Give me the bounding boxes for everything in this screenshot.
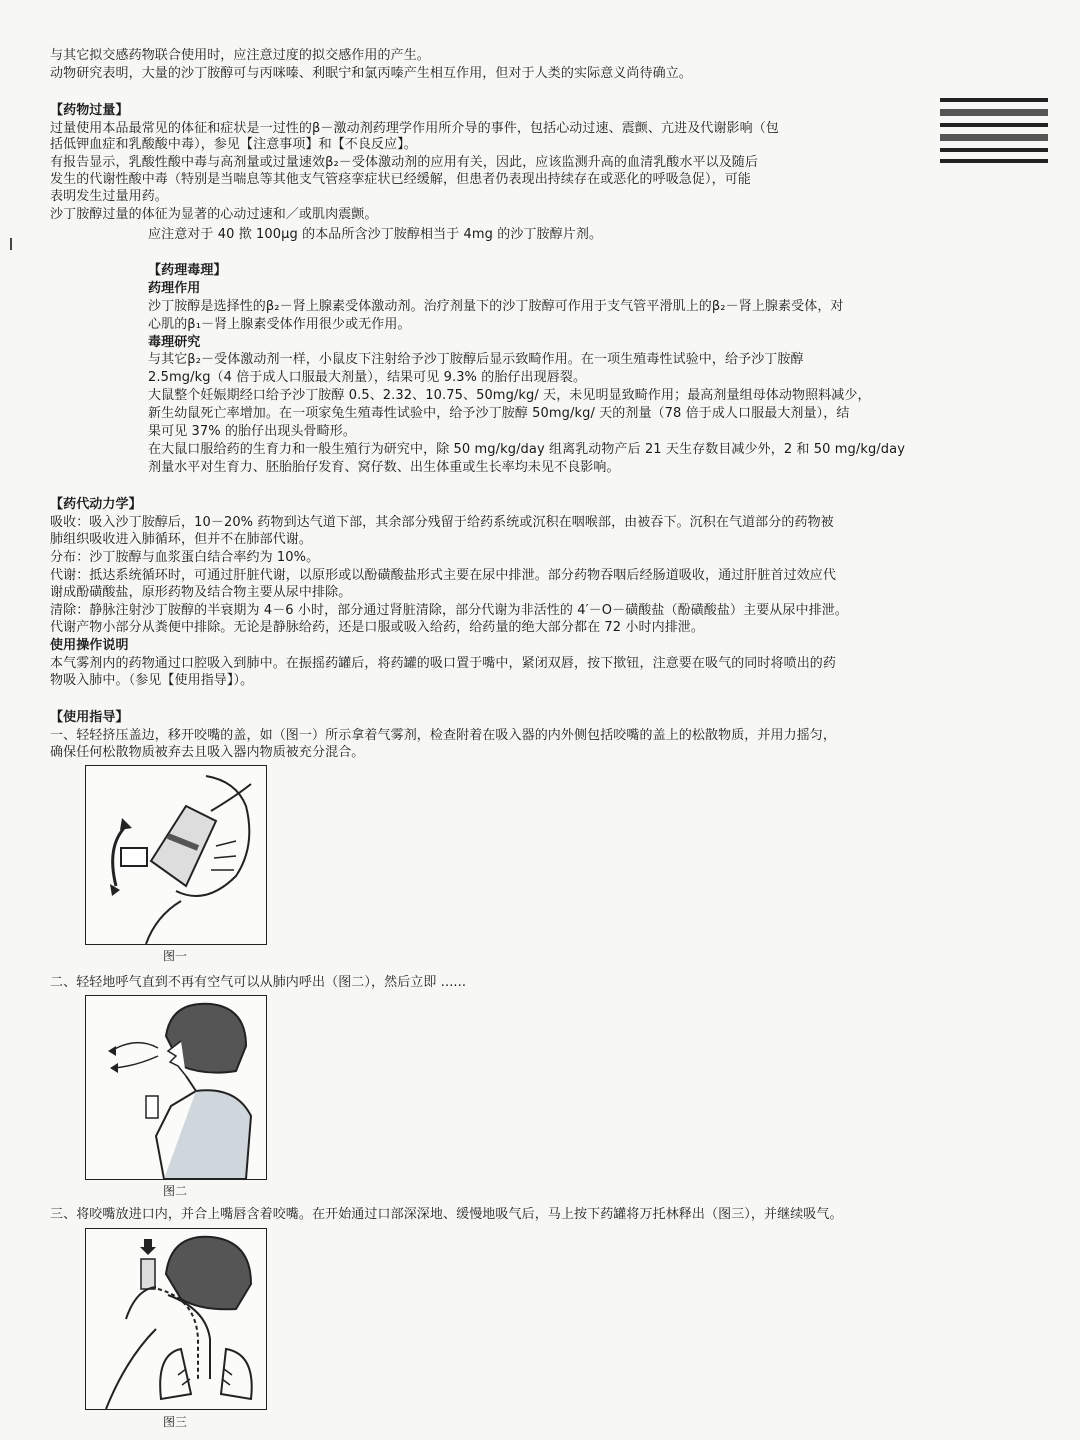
overdose-line: 表明发生过量用药。 bbox=[50, 189, 168, 204]
toxicology-line: 与其它β₂－受体激动剂一样，小鼠皮下注射给予沙丁胺醇后显示致畸作用。在一项生殖毒性试验中，给予沙丁胺醇 bbox=[148, 352, 804, 367]
pk-line: 谢成酚磺酸盐，原形药物及结合物主要从尿中排除。 bbox=[50, 585, 352, 600]
subheading-toxicology: 毒理研究 bbox=[148, 335, 201, 350]
overdose-line: 发生的代谢性酸中毒（特别是当喘息等其他支气管痉挛症状已经缓解，但患者仍表现出持续存在或恶化的呼吸急促），可能 bbox=[50, 172, 751, 187]
pharmacology-line: 心肌的β₁－肾上腺素受体作用很少或无作用。 bbox=[148, 317, 411, 332]
subheading-operation: 使用操作说明 bbox=[50, 638, 129, 653]
interaction-line-1: 与其它拟交感药物联合使用时，应注意过度的拟交感作用的产生。 bbox=[50, 48, 430, 63]
toxicology-line: 大鼠整个妊娠期经口给予沙丁胺醇 0.5、2.32、10.75、50mg/kg/ 天，未见明显致畸作用；最高剂量组母体动物照料减少， bbox=[148, 388, 871, 403]
overdose-line: 应注意对于 40 揿 100μg 的本品所含沙丁胺醇相当于 4mg 的沙丁胺醇片剂。 bbox=[148, 227, 603, 242]
step-3-text: 三、将咬嘴放进口内，并合上嘴唇含着咬嘴。在开始通过口部深深地、缓慢地吸气后，马上按下药罐将万托林释出（图三），并继续吸气。 bbox=[50, 1207, 843, 1222]
margin-mark bbox=[10, 238, 12, 250]
overdose-line: 有报告显示，乳酸性酸中毒与高剂量或过量速效β₂－受体激动剂的应用有关，因此，应该监测升高的血清乳酸水平以及随后 bbox=[50, 155, 759, 170]
overdose-line: 括低钾血症和乳酸酸中毒），参见【注意事项】和【不良反应】。 bbox=[50, 137, 417, 152]
toxicology-line: 在大鼠口服给药的生育力和一般生殖行为研究中，除 50 mg/kg/day 组离乳动物产后 21 天生存数目减少外，2 和 50 mg/kg/day bbox=[148, 442, 905, 457]
pk-line: 分布：沙丁胺醇与血浆蛋白结合率约为 10%。 bbox=[50, 550, 320, 565]
pharmacology-line: 沙丁胺醇是选择性的β₂－肾上腺素受体激动剂。治疗剂量下的沙丁胺醇可作用于支气管平滑肌上的β₂－肾上腺素受体，对 bbox=[148, 299, 844, 314]
interaction-line-2: 动物研究表明，大量的沙丁胺醇可与丙咪嗪、利眠宁和氯丙嗪产生相互作用，但对于人类的实际意义尚待确立。 bbox=[50, 66, 692, 81]
toxicology-line: 剂量水平对生育力、胚胎胎仔发育、窝仔数、出生体重或生长率均未见不良影响。 bbox=[148, 460, 620, 475]
section-title-pharmtox: 【药理毒理】 bbox=[148, 263, 227, 278]
person-inhaling-illustration bbox=[86, 1229, 266, 1409]
section-title-pk: 【药代动力学】 bbox=[50, 497, 142, 512]
figure-2-exhale bbox=[85, 995, 267, 1180]
overdose-line: 过量使用本品最常见的体征和症状是一过性的β－激动剂药理学作用所介导的事件，包括心动过速、震颤、亢进及代谢影响（包 bbox=[50, 121, 779, 136]
step-1-text-cont: 确保任何松散物质被弃去且吸入器内物质被充分混合。 bbox=[50, 745, 365, 760]
pk-line: 代谢产物小部分从粪便中排除。无论是静脉给药，还是口服或吸入给药，给药量的绝大部分都在 72 小时内排泄。 bbox=[50, 620, 705, 635]
step-2-text: 二、轻轻地呼气直到不再有空气可以从肺内呼出（图二），然后立即 ...... bbox=[50, 975, 467, 990]
pk-line: 肺组织吸收进入肺循环，但并不在肺部代谢。 bbox=[50, 532, 313, 547]
operation-line: 物吸入肺中。（参见【使用指导】）。 bbox=[50, 673, 254, 688]
toxicology-line: 2.5mg/kg（4 倍于成人口服最大剂量），结果可见 9.3% 的胎仔出现唇裂。 bbox=[148, 370, 587, 385]
step-1-text: 一、轻轻挤压盖边，移开咬嘴的盖，如（图一）所示拿着气雾剂，检查附着在吸入器的内外侧包括咬嘴的盖上的松散物质，并用力摇匀， bbox=[50, 728, 837, 743]
decorative-bars bbox=[940, 98, 1048, 170]
figure-3-caption: 图三 bbox=[163, 1415, 188, 1429]
pk-line: 清除：静脉注射沙丁胺醇的半衰期为 4－6 小时，部分通过肾脏清除，部分代谢为非活性的 4′－O－磺酸盐（酚磺酸盐）主要从尿中排泄。 bbox=[50, 603, 848, 618]
person-exhaling-illustration bbox=[86, 996, 266, 1179]
hand-inhaler-illustration bbox=[86, 766, 266, 944]
figure-3-inhale bbox=[85, 1228, 267, 1410]
toxicology-line: 新生幼鼠死亡率增加。在一项家兔生殖毒性试验中，给予沙丁胺醇 50mg/kg/ 天的剂量（78 倍于成人口服最大剂量），结 bbox=[148, 406, 850, 421]
subheading-pharmacology: 药理作用 bbox=[148, 281, 201, 296]
toxicology-line: 果可见 37% 的胎仔出现头骨畸形。 bbox=[148, 424, 356, 439]
figure-1-shake-inhaler bbox=[85, 765, 267, 945]
section-title-guide: 【使用指导】 bbox=[50, 710, 129, 725]
pk-line: 吸收：吸入沙丁胺醇后，10－20% 药物到达气道下部，其余部分残留于给药系统或沉积在咽喉部，由被吞下。沉积在气道部分的药物被 bbox=[50, 515, 834, 530]
overdose-line: 沙丁胺醇过量的体征为显著的心动过速和／或肌肉震颤。 bbox=[50, 207, 378, 222]
pk-line: 代谢：抵达系统循环时，可通过肝脏代谢，以原形或以酚磺酸盐形式主要在尿中排泄。部分药物吞咽后经肠道吸收，通过肝脏首过效应代 bbox=[50, 568, 837, 583]
figure-1-caption: 图一 bbox=[163, 949, 188, 963]
operation-line: 本气雾剂内的药物通过口腔吸入到肺中。在振摇药罐后，将药罐的吸口置于嘴中，紧闭双唇，按下揿钮，注意要在吸气的同时将喷出的药 bbox=[50, 656, 837, 671]
figure-2-caption: 图二 bbox=[163, 1184, 188, 1198]
section-title-overdose: 【药物过量】 bbox=[50, 103, 129, 118]
